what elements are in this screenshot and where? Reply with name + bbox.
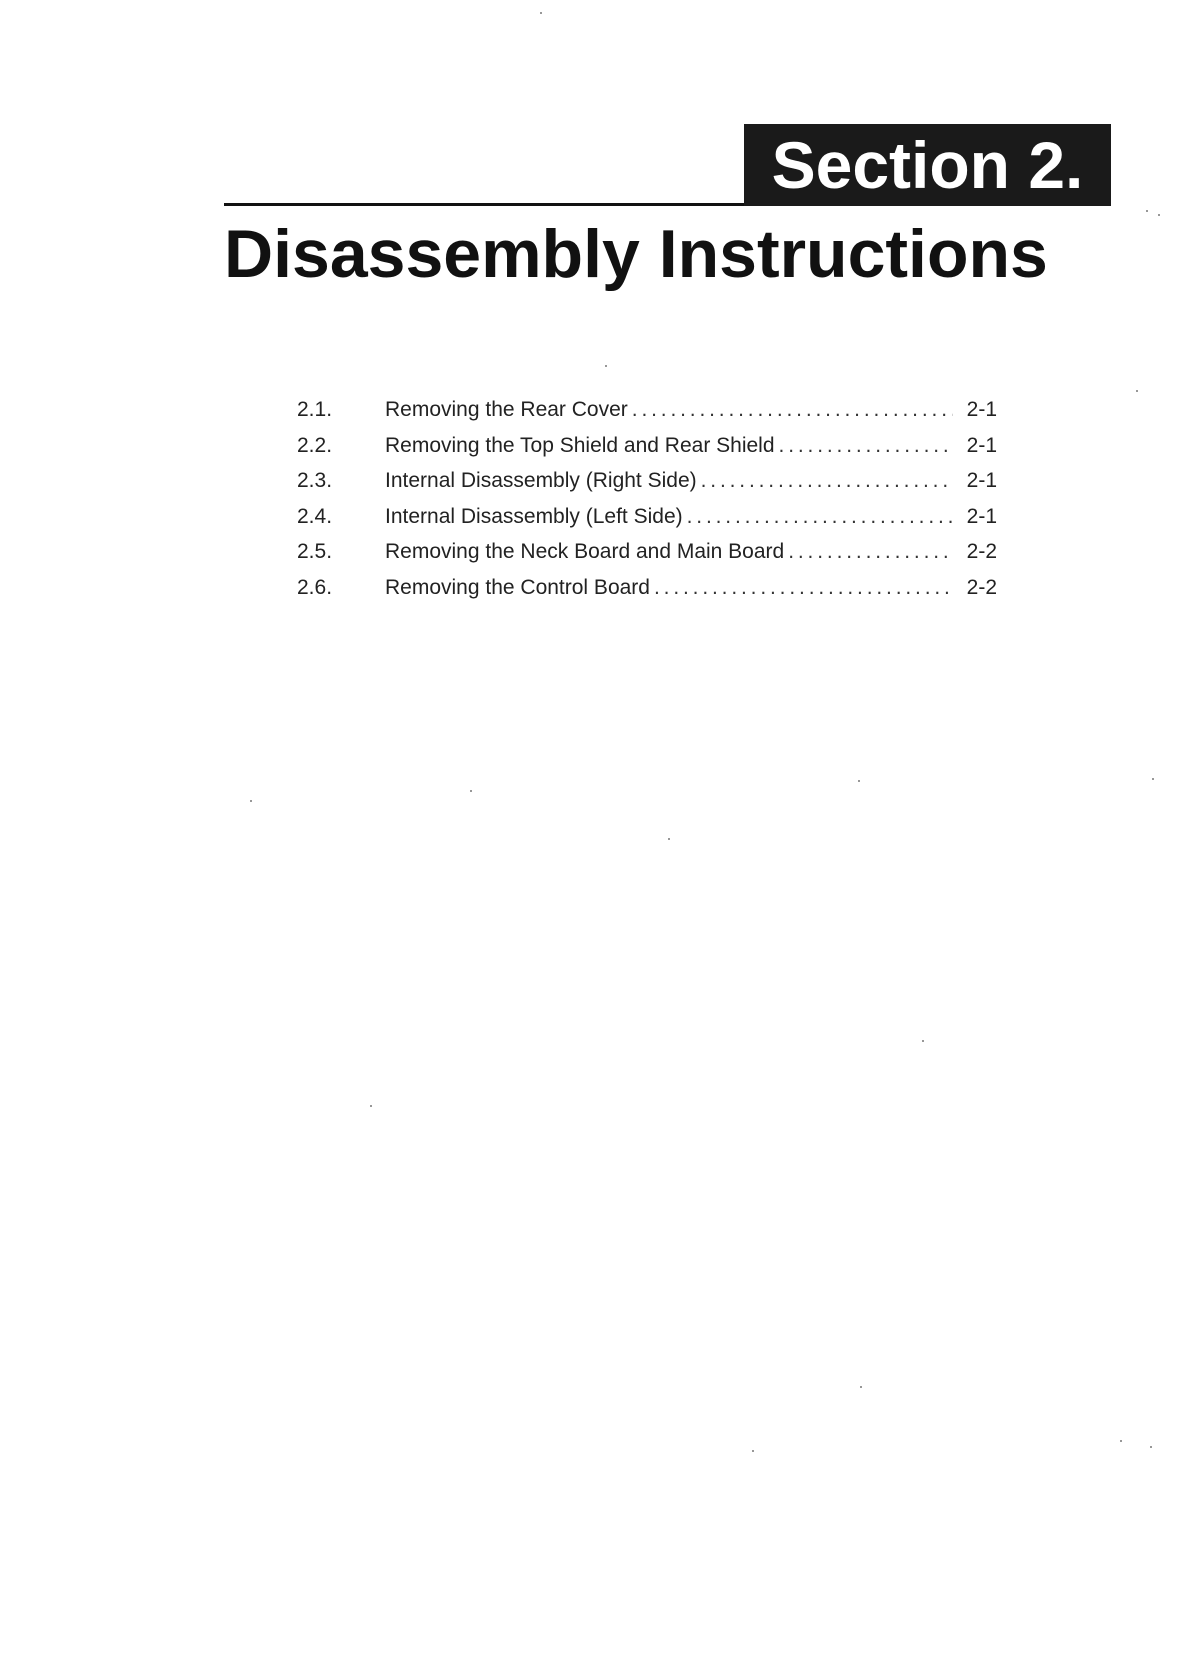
scan-speck (540, 12, 542, 14)
toc-entry-title: Internal Disassembly (Left Side) (385, 504, 683, 528)
toc-leader-dots (701, 463, 953, 499)
toc-entry[interactable] (297, 499, 997, 535)
scan-speck (1120, 1440, 1122, 1442)
toc-entry-page: 2-2 (966, 540, 997, 563)
section-badge: Section 2. (744, 124, 1111, 206)
scan-speck (605, 365, 607, 367)
toc-entry-number: 2.4. (297, 504, 333, 528)
toc-entry-page: 2-2 (966, 575, 997, 599)
toc-entry-title: Removing the Rear Cover (385, 398, 628, 421)
scan-speck (858, 780, 860, 782)
scan-speck (250, 800, 252, 802)
page-title: Disassembly Instructions (224, 216, 1048, 292)
scan-speck (860, 1386, 862, 1388)
toc-entry-number: 2.1. (297, 398, 333, 421)
scan-speck (668, 838, 670, 840)
scan-speck (1152, 778, 1154, 780)
scan-speck (752, 1450, 754, 1452)
toc-entry-page: 2-1 (966, 504, 997, 528)
scan-speck (370, 1105, 372, 1107)
toc-entry-title: Internal Disassembly (Right Side) (385, 469, 697, 492)
scan-speck (1158, 214, 1160, 216)
toc-entry-page: 2-1 (966, 469, 997, 492)
toc-entry[interactable] (297, 570, 997, 606)
toc-entry-page: 2-1 (966, 398, 997, 421)
toc-entry-number: 2.6. (297, 575, 333, 599)
toc-leader-dots (632, 392, 953, 428)
table-of-contents (297, 392, 997, 605)
scan-speck (470, 790, 472, 792)
toc-entry[interactable] (297, 428, 997, 464)
toc-entry-title: Removing the Control Board (385, 575, 650, 599)
toc-entry[interactable] (297, 463, 997, 499)
toc-entry-number: 2.2. (297, 433, 333, 457)
toc-entry-number: 2.5. (297, 540, 333, 563)
scan-speck (1136, 390, 1138, 392)
toc-entry[interactable] (297, 534, 997, 570)
scan-speck (1146, 210, 1148, 212)
toc-leader-dots (779, 428, 953, 464)
toc-leader-dots (788, 534, 953, 570)
scan-speck (922, 1040, 924, 1042)
toc-entry-page: 2-1 (966, 433, 997, 457)
toc-entry-number: 2.3. (297, 469, 333, 492)
toc-entry[interactable] (297, 392, 997, 428)
toc-entry-title: Removing the Top Shield and Rear Shield (385, 433, 775, 457)
scan-speck (1150, 1446, 1152, 1448)
toc-leader-dots (687, 499, 953, 535)
toc-entry-title: Removing the Neck Board and Main Board (385, 540, 785, 563)
toc-leader-dots (654, 570, 953, 606)
